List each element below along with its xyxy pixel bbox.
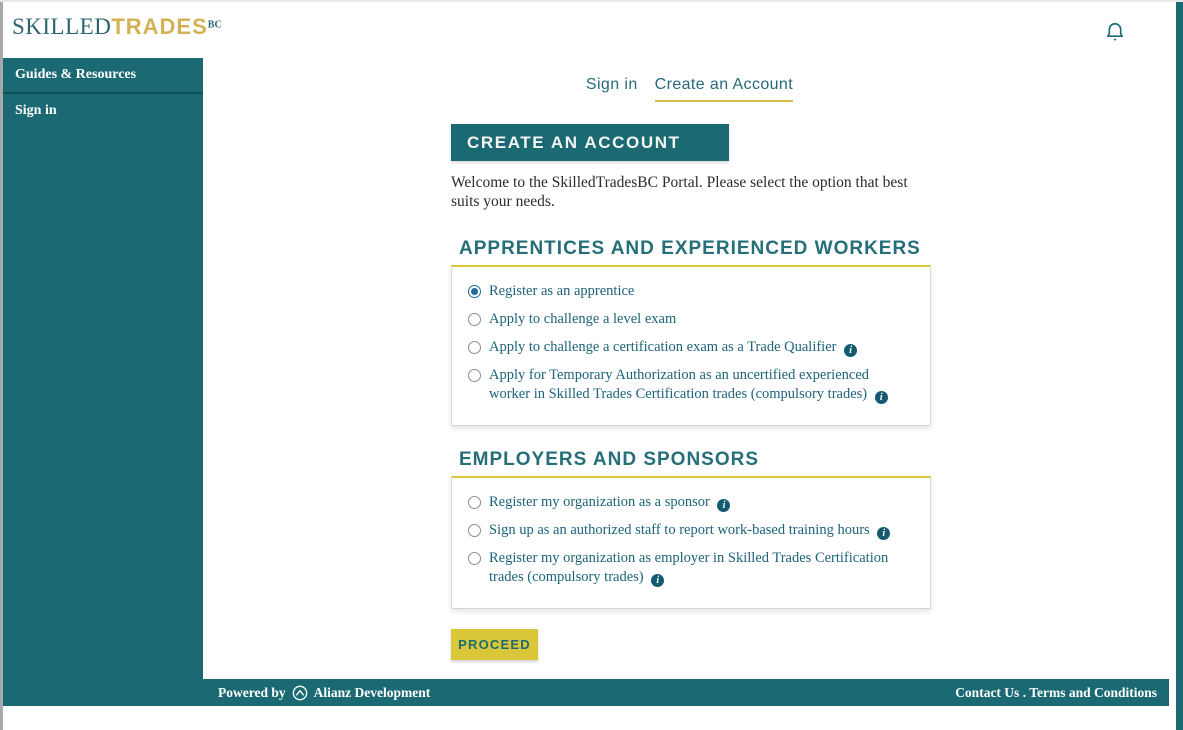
radio-option[interactable] [466,282,916,301]
radio-option[interactable] [466,366,916,404]
info-icon[interactable]: i [875,391,888,404]
radio-option-label: Apply to challenge a certification exam as a Trade Qualifier i [489,338,857,357]
radio-option[interactable] [466,310,916,329]
terms-conditions-link[interactable]: Terms and Conditions [1029,684,1157,700]
section-apprentices [451,238,931,426]
section-employers [451,449,931,609]
logo-text-skilled: SKILLED [12,14,112,39]
tab-create-account[interactable]: Create an Account [655,76,793,102]
radio-option-label: Register my organization as a sponsor i [489,493,730,512]
section-title-employers: EMPLOYERS AND SPONSORS [459,449,760,470]
footer [203,679,1169,706]
tab-sign-in[interactable]: Sign in [585,76,638,93]
radio-button-selected[interactable] [468,285,481,298]
contact-us-link[interactable]: Contact Us [955,684,1020,700]
powered-by-label: Powered by [218,684,286,700]
sidebar-item-sign-in[interactable]: Sign in [15,103,57,118]
alianz-logo-icon [292,685,308,701]
scrollbar[interactable] [1176,2,1183,730]
radio-option-label: Apply for Temporary Authorization as an uncertified experienced worker in Skilled Trades Certification trades (compulsory trades) i [489,366,897,404]
footer-links [955,685,1157,701]
proceed-button[interactable]: PROCEED [451,629,538,660]
info-icon[interactable]: i [651,574,664,587]
company-name[interactable]: Alianz Development [313,684,431,700]
welcome-text: Welcome to the SkilledTradesBC Portal. Please select the option that best suits your needs. [451,174,908,210]
radio-option[interactable] [466,338,916,357]
option-group-employers [451,476,931,609]
radio-option-label: Register as an apprentice [489,283,635,299]
radio-option[interactable] [466,493,916,512]
radio-button[interactable] [468,496,481,509]
footer-powered-by [218,685,430,701]
radio-option-label: Register my organization as employer in Skilled Trades Certification trades (compulsory trades) i [489,550,889,586]
radio-option[interactable] [466,549,916,587]
sidebar [3,58,203,706]
radio-option[interactable] [466,521,916,540]
section-title-apprentices: APPRENTICES AND EXPERIENCED WORKERS [459,238,921,259]
page-title-banner: CREATE AN ACCOUNT [451,124,729,161]
radio-button[interactable] [468,341,481,354]
auth-tabs [203,76,1176,102]
logo-text-bc: BC [207,19,222,31]
logo-text-trades: TRADES [111,14,208,39]
radio-button[interactable] [468,369,481,382]
radio-button[interactable] [468,313,481,326]
skilledtradesbc-logo[interactable] [12,14,222,40]
radio-option-label: Sign up as an authorized staff to report work-based training hours i [489,521,890,540]
info-icon[interactable]: i [717,499,730,512]
notification-bell-icon[interactable] [1104,20,1128,44]
option-group-apprentices [451,265,931,426]
radio-option-label: Apply to challenge a level exam [489,311,677,327]
radio-button[interactable] [468,552,481,565]
info-icon[interactable]: i [877,527,890,540]
radio-button[interactable] [468,524,481,537]
sidebar-item-guides-resources[interactable]: Guides & Resources [3,58,203,94]
footer-link-separator: . [1022,684,1027,700]
info-icon[interactable]: i [844,344,857,357]
